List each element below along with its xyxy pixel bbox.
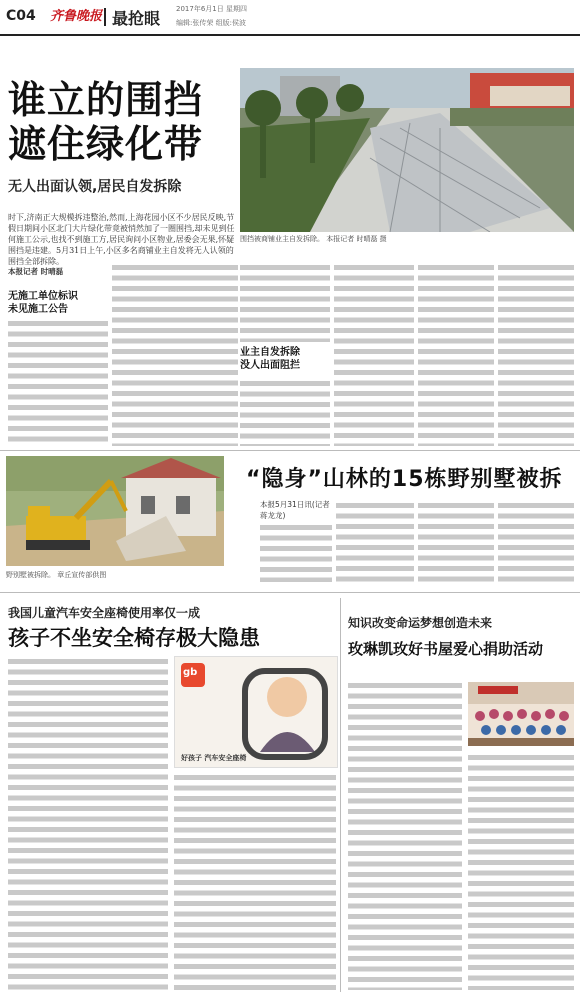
story1-body-col2 [112,262,238,446]
story2-photo-caption: 野别墅被拆除。 章丘宣传部供图 [6,571,107,579]
story1-body-col6 [498,262,574,446]
story4-body-col1 [348,680,462,990]
story1-body-col5 [418,262,494,446]
story4-body-col2 [468,752,574,990]
story2-photo [6,456,224,566]
divider-2 [0,592,580,593]
ad-brand-logo: gb [183,667,198,678]
paper-logo: 齐鲁晚报 [50,9,103,24]
story2-body-col3 [418,500,494,582]
story2-byline: 本报5月31日讯(记者 蒋龙龙) [260,500,330,520]
story2-headline: “隐身”山林的15栋野别墅被拆 [246,467,563,492]
story1-photo-caption: 围挡被商铺业主自发拆除。 本报记者 时晴磊 摄 [240,235,387,243]
story4-headline: 玫琳凯玫好书屋爱心捐助活动 [348,640,544,658]
story3-body-col2 [174,772,336,990]
story3-kicker: 我国儿童汽车安全座椅使用率仅一成 [8,606,201,620]
story2-body-col2 [336,500,414,582]
story1-body-col1 [8,318,108,446]
story3-headline: 孩子不坐安全椅存极大隐患 [8,626,260,650]
story4-photo [468,682,574,746]
story3-ad-image [174,656,338,768]
story1-side-head-2: 业主自发拆除 没人出面阻拦 [240,347,300,371]
story1-headline [8,78,238,166]
masthead-divider [104,8,106,26]
ad-caption: 好孩子 汽车安全座椅 [181,754,247,762]
story3-body-col1 [8,656,168,990]
story4-kicker: 知识改变命运梦想创造未来 [348,616,493,630]
story2-body-col4 [498,500,574,582]
story1-lead: 时下,济南正大规模拆违整治,然而,上海花园小区不少居民反映,节假日期间小区北门大片绿化带竟被悄然加了一圈围挡,却未见到任何施工公示,也找不到施工方,居民询问小区物业,居委会无果,怀疑围挡是违建。5月31日上午,小区多名商铺业主自发将无人认领的围挡全部拆除。 [8,213,235,266]
story1-body-col3b [240,378,330,446]
issue-date: 2017年6月1日 星期四 [176,5,247,13]
editor-credit: 编辑:张传荣 组版:侯波 [176,19,246,27]
story1-byline: 本报记者 时晴磊 [8,267,64,276]
column-divider [340,598,341,992]
page-number: C04 [6,8,36,24]
story2-body-col1 [260,522,332,582]
story1-subhead: 无人出面认领,居民自发拆除 [8,179,182,195]
story1-photo [240,68,574,232]
story1-headline-line2: 遮住绿化带 [8,122,204,166]
story1-headline-line1: 谁立的围挡 [8,78,204,122]
masthead [0,0,580,36]
story1-side-head-1: 无施工单位标识 未见施工公告 [8,291,78,315]
divider-1 [0,450,580,451]
story1-body-col3a [240,262,330,342]
section-title: 最抢眼 [112,9,161,28]
story1-body-col4 [334,262,414,446]
